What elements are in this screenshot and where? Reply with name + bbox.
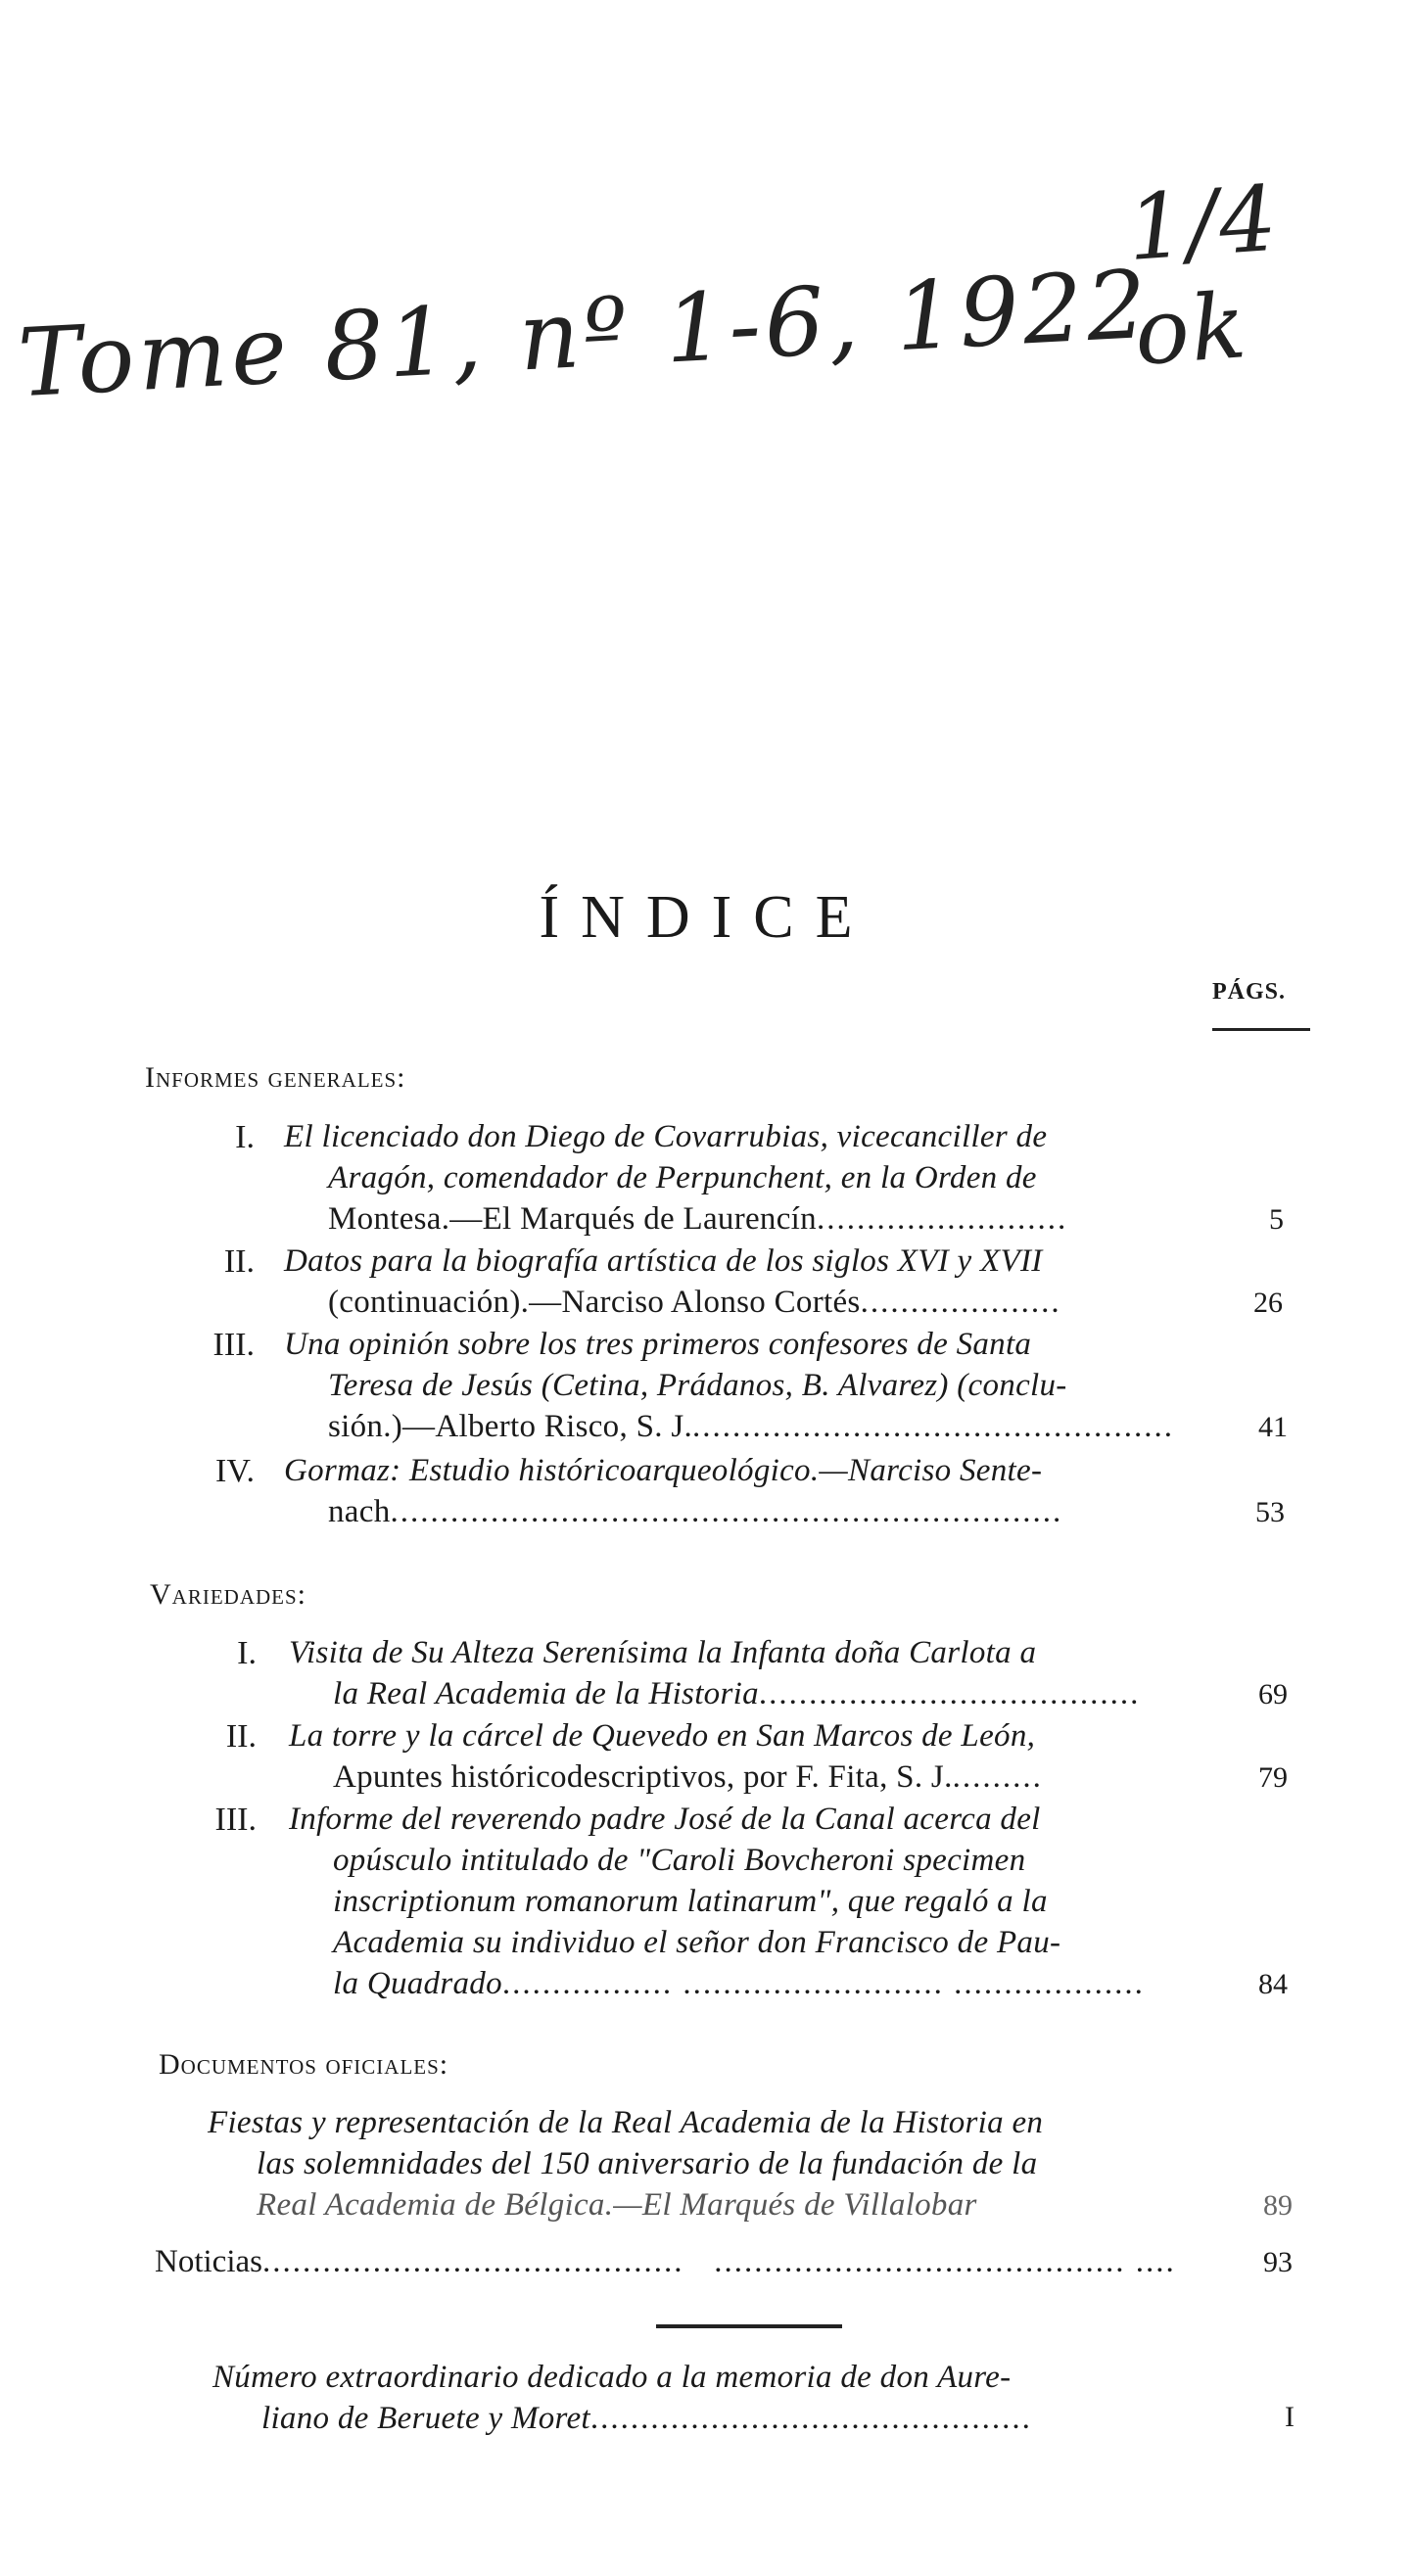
- entry-line: sión.)—Alberto Risco, S. J.................................................: [328, 1409, 1175, 1444]
- entry-line: Aragón, comendador de Perpunchent, en la Orden de: [328, 1160, 1037, 1195]
- entry-line: Una opinión sobre los tres primeros confesores de Santa: [284, 1327, 1032, 1362]
- entry-number: III.: [212, 1327, 255, 1363]
- entry-page: 79: [1258, 1761, 1288, 1794]
- entry-number: I.: [235, 1119, 255, 1155]
- entry-line: inscriptionum romanorum latinarum", que regaló a la: [333, 1884, 1048, 1919]
- entry-line: Teresa de Jesús (Cetina, Prádanos, B. Alvarez) (conclu-: [328, 1368, 1067, 1403]
- entry-line: Datos para la biografía artística de los siglos XVI y XVII: [284, 1243, 1043, 1279]
- entry-number: IV.: [215, 1453, 255, 1489]
- entry-line: la Real Academia de la Historia......................................: [333, 1676, 1141, 1711]
- entry-page: 89: [1263, 2189, 1293, 2222]
- entry-line: Visita de Su Alteza Serenísima la Infanta doña Carlota a: [289, 1635, 1037, 1670]
- entry-number: I.: [237, 1635, 257, 1671]
- handwritten-annotation-top-right: 1/4 ok: [1123, 165, 1283, 386]
- page-title: ÍNDICE: [539, 883, 874, 951]
- entry-line: liano de Beruete y Moret............................................: [261, 2401, 1032, 2436]
- toc-entry-noticias: Noticias.......................................... ......................................... ....: [155, 2244, 1176, 2279]
- entry-line: Informe del reverendo padre José de la Canal acerca del: [289, 1802, 1041, 1837]
- pages-column-rule: [1212, 1028, 1310, 1031]
- entry-page: 41: [1258, 1411, 1288, 1443]
- entry-line: El licenciado don Diego de Covarrubias, vicecanciller de: [284, 1119, 1048, 1154]
- entry-page: 84: [1258, 1968, 1288, 2000]
- entry-page: 26: [1253, 1287, 1283, 1319]
- entry-page: 5: [1269, 1203, 1284, 1236]
- entry-number: II.: [223, 1243, 255, 1280]
- entry-line: Montesa.—El Marqués de Laurencín.........................: [328, 1201, 1068, 1237]
- entry-line: Apuntes históricodescriptivos, por F. Fita, S. J..........: [333, 1759, 1043, 1795]
- entry-page: 69: [1258, 1678, 1288, 1710]
- section-divider: [656, 2324, 842, 2328]
- entry-line: Fiestas y representación de la Real Academia de la Historia en: [208, 2105, 1044, 2140]
- handwritten-annotation-volume: Tome 81, nº 1-6, 1922: [15, 249, 1154, 419]
- entry-number: II.: [225, 1718, 257, 1755]
- entry-line: Real Academia de Bélgica.—El Marqués de Villalobar: [257, 2187, 977, 2223]
- pages-column-label: PÁGS.: [1212, 979, 1287, 1005]
- entry-line: nach...................................................................: [328, 1494, 1063, 1529]
- entry-page: 93: [1263, 2246, 1293, 2278]
- section-heading-documentos: Documentos oficiales:: [159, 2048, 449, 2081]
- entry-line: Número extraordinario dedicado a la memoria de don Aure-: [212, 2360, 1012, 2395]
- entry-line: las solemnidades del 150 aniversario de la fundación de la: [257, 2146, 1038, 2181]
- entry-line: La torre y la cárcel de Quevedo en San Marcos de León,: [289, 1718, 1036, 1754]
- entry-line: Gormaz: Estudio históricoarqueológico.—Narciso Sente-: [284, 1453, 1043, 1488]
- entry-page: I: [1285, 2401, 1295, 2433]
- entry-line: (continuación).—Narciso Alonso Cortés....................: [328, 1285, 1061, 1320]
- entry-page: 53: [1255, 1496, 1285, 1528]
- entry-line: Academia su individuo el señor don Francisco de Pau-: [333, 1925, 1061, 1960]
- entry-line: la Quadrado................. .......................... ...................: [333, 1966, 1145, 2001]
- section-heading-informes: Informes generales:: [145, 1061, 406, 1094]
- entry-line: opúsculo intitulado de "Caroli Bovcheroni specimen: [333, 1843, 1026, 1878]
- entry-number: III.: [214, 1802, 257, 1838]
- section-heading-variedades: Variedades:: [150, 1578, 306, 1611]
